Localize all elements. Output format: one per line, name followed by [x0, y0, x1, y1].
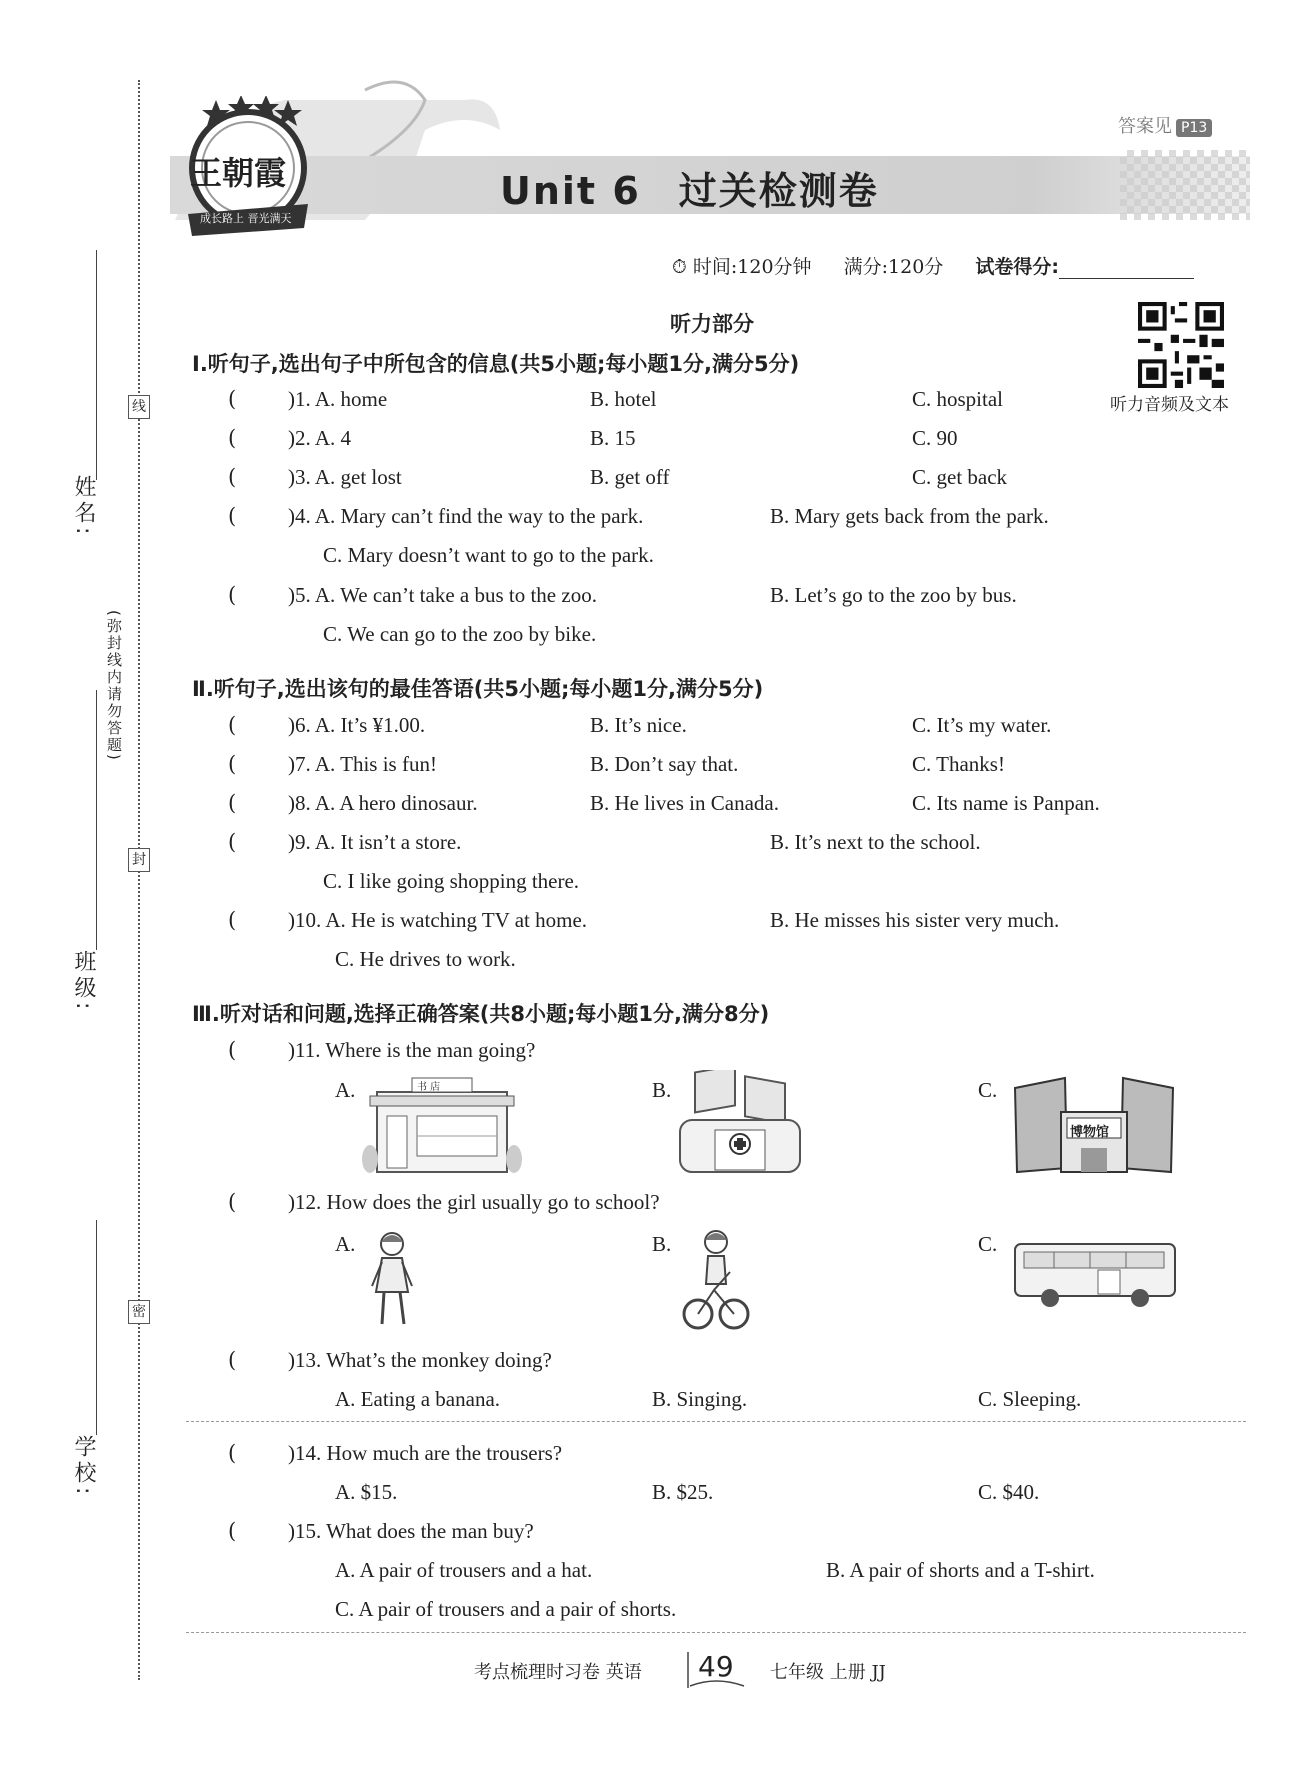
page-title: Unit 6 过关检测卷	[500, 169, 879, 213]
footer-left: 考点梳理时习卷 英语	[474, 1662, 642, 1683]
q4-option-c: C. Mary doesn’t want to go to the park.	[323, 543, 654, 567]
answer-paren[interactable]: (	[228, 504, 237, 528]
exam-full-score: 满分:120分	[843, 256, 944, 278]
seal-line: 线	[128, 395, 150, 419]
class-fill-line	[96, 690, 97, 950]
q2-option-c: C. 90	[912, 426, 958, 450]
answer-paren[interactable]: (	[228, 752, 237, 776]
q7-stem: )7. A. This is fun!	[288, 752, 437, 776]
q9-option-b: B. It’s next to the school.	[770, 830, 981, 854]
section-1-title: Ⅰ.听句子,选出句子中所包含的信息(共5小题;每小题1分,满分5分)	[192, 352, 800, 376]
logo-slogan: 成长路上 晋光满天	[200, 212, 292, 225]
q3-stem: )3. A. get lost	[288, 465, 402, 489]
answer-paren[interactable]: (	[228, 387, 237, 411]
answer-paren[interactable]: (	[228, 908, 237, 932]
q12-label-a: A.	[335, 1232, 356, 1256]
answer-paren[interactable]: (	[228, 1190, 237, 1214]
hospital-picture[interactable]	[675, 1070, 805, 1176]
q6-option-b: B. It’s nice.	[590, 713, 687, 737]
q15-stem: )15. What does the man buy?	[288, 1519, 534, 1543]
q8-option-c: C. Its name is Panpan.	[912, 791, 1100, 815]
answer-paren[interactable]: (	[228, 583, 237, 607]
logo-name: 王朝霞	[190, 154, 287, 192]
answer-paren[interactable]: (	[228, 1348, 237, 1372]
q10-option-c: C. He drives to work.	[335, 947, 516, 971]
q11-label-a: A.	[335, 1078, 356, 1102]
bookstore-picture[interactable]	[362, 1074, 522, 1174]
q12-stem: )12. How does the girl usually go to school?	[288, 1190, 660, 1214]
museum-sign: 博物馆	[1070, 1125, 1110, 1140]
dashed-divider	[186, 1421, 1246, 1422]
page-number: 49	[698, 1650, 734, 1683]
dashed-divider	[186, 1632, 1246, 1633]
section-3-title: Ⅲ.听对话和问题,选择正确答案(共8小题;每小题1分,满分8分)	[192, 1002, 770, 1026]
exam-meta	[672, 252, 1194, 279]
q14-option-a: A. $15.	[335, 1480, 398, 1504]
footer-right: 七年级 上册 JJ	[770, 1662, 886, 1683]
q9-stem: )9. A. It isn’t a store.	[288, 830, 462, 854]
q14-option-c: C. $40.	[978, 1480, 1040, 1504]
q15-option-a: A. A pair of trousers and a hat.	[335, 1558, 593, 1582]
q1-option-b: B. hotel	[590, 387, 657, 411]
q3-option-c: C. get back	[912, 465, 1008, 489]
answer-paren[interactable]: (	[228, 791, 237, 815]
bookstore-sign: 书 店	[417, 1082, 441, 1093]
q11-label-c: C.	[978, 1078, 998, 1102]
qr-code-label: 听力音频及文本	[1110, 395, 1229, 415]
walking-girl-picture[interactable]	[362, 1230, 422, 1330]
q13-option-b: B. Singing.	[652, 1387, 748, 1411]
q12-label-c: C.	[978, 1232, 998, 1256]
q5-option-c: C. We can go to the zoo by bike.	[323, 622, 597, 646]
q5-option-b: B. Let’s go to the zoo by bus.	[770, 583, 1017, 607]
q4-stem: )4. A. Mary can’t find the way to the park.	[288, 504, 644, 528]
q13-stem: )13. What’s the monkey doing?	[288, 1348, 552, 1372]
bus-picture[interactable]	[1010, 1238, 1180, 1308]
q8-stem: )8. A. A hero dinosaur.	[288, 791, 478, 815]
q4-option-b: B. Mary gets back from the park.	[770, 504, 1049, 528]
name-fill-line	[96, 250, 97, 480]
answer-reference: 答案见 P13	[1118, 112, 1212, 138]
clock-icon: ⏱	[672, 256, 687, 278]
school-fill-line	[96, 1220, 97, 1435]
q15-option-c: C. A pair of trousers and a pair of shorts.	[335, 1597, 677, 1621]
qr-code-icon[interactable]	[1138, 302, 1224, 388]
page-number-ornament	[686, 1648, 746, 1692]
answer-paren[interactable]: (	[228, 713, 237, 737]
name-label: 姓名:	[71, 475, 96, 539]
score-input-line[interactable]	[1059, 260, 1194, 279]
q2-stem: )2. A. 4	[288, 426, 351, 450]
q8-option-b: B. He lives in Canada.	[590, 791, 779, 815]
q1-stem: )1. A. home	[288, 387, 388, 411]
q13-option-a: A. Eating a banana.	[335, 1387, 501, 1411]
answer-paren[interactable]: (	[228, 465, 237, 489]
binding-dotted-line	[138, 80, 140, 1680]
q7-option-c: C. Thanks!	[912, 752, 1005, 776]
q1-option-c: C. hospital	[912, 387, 1004, 411]
q5-stem: )5. A. We can’t take a bus to the zoo.	[288, 583, 597, 607]
checker-decoration	[1120, 150, 1250, 220]
answer-paren[interactable]: (	[228, 1038, 237, 1062]
q10-option-b: B. He misses his sister very much.	[770, 908, 1060, 932]
q6-stem: )6. A. It’s ¥1.00.	[288, 713, 426, 737]
class-label: 班级:	[71, 950, 96, 1014]
q6-option-c: C. It’s my water.	[912, 713, 1052, 737]
exam-time: 时间:120分钟	[692, 256, 812, 278]
q14-option-b: B. $25.	[652, 1480, 714, 1504]
q14-stem: )14. How much are the trousers?	[288, 1441, 563, 1465]
q15-option-b: B. A pair of shorts and a T-shirt.	[826, 1558, 1095, 1582]
seal-seal: 封	[128, 848, 150, 872]
q2-option-b: B. 15	[590, 426, 636, 450]
binding-notice: (弥封线内请勿答题)	[105, 610, 123, 762]
q13-option-c: C. Sleeping.	[978, 1387, 1082, 1411]
cycling-girl-picture[interactable]	[680, 1228, 750, 1334]
answer-page-badge: P13	[1176, 119, 1212, 137]
school-label: 学校:	[71, 1435, 96, 1499]
answer-paren[interactable]: (	[228, 426, 237, 450]
q7-option-b: B. Don’t say that.	[590, 752, 739, 776]
answer-paren[interactable]: (	[228, 1441, 237, 1465]
q3-option-b: B. get off	[590, 465, 670, 489]
answer-paren[interactable]: (	[228, 1519, 237, 1543]
score-label: 试卷得分:	[975, 256, 1060, 278]
listening-title: 听力部分	[670, 312, 754, 336]
answer-paren[interactable]: (	[228, 830, 237, 854]
q11-label-b: B.	[652, 1078, 672, 1102]
q12-label-b: B.	[652, 1232, 672, 1256]
section-2-title: Ⅱ.听句子,选出该句的最佳答语(共5小题;每小题1分,满分5分)	[192, 677, 764, 701]
seal-secret: 密	[128, 1300, 150, 1324]
q11-stem: )11. Where is the man going?	[288, 1038, 536, 1062]
q10-stem: )10. A. He is watching TV at home.	[288, 908, 588, 932]
q9-option-c: C. I like going shopping there.	[323, 869, 580, 893]
